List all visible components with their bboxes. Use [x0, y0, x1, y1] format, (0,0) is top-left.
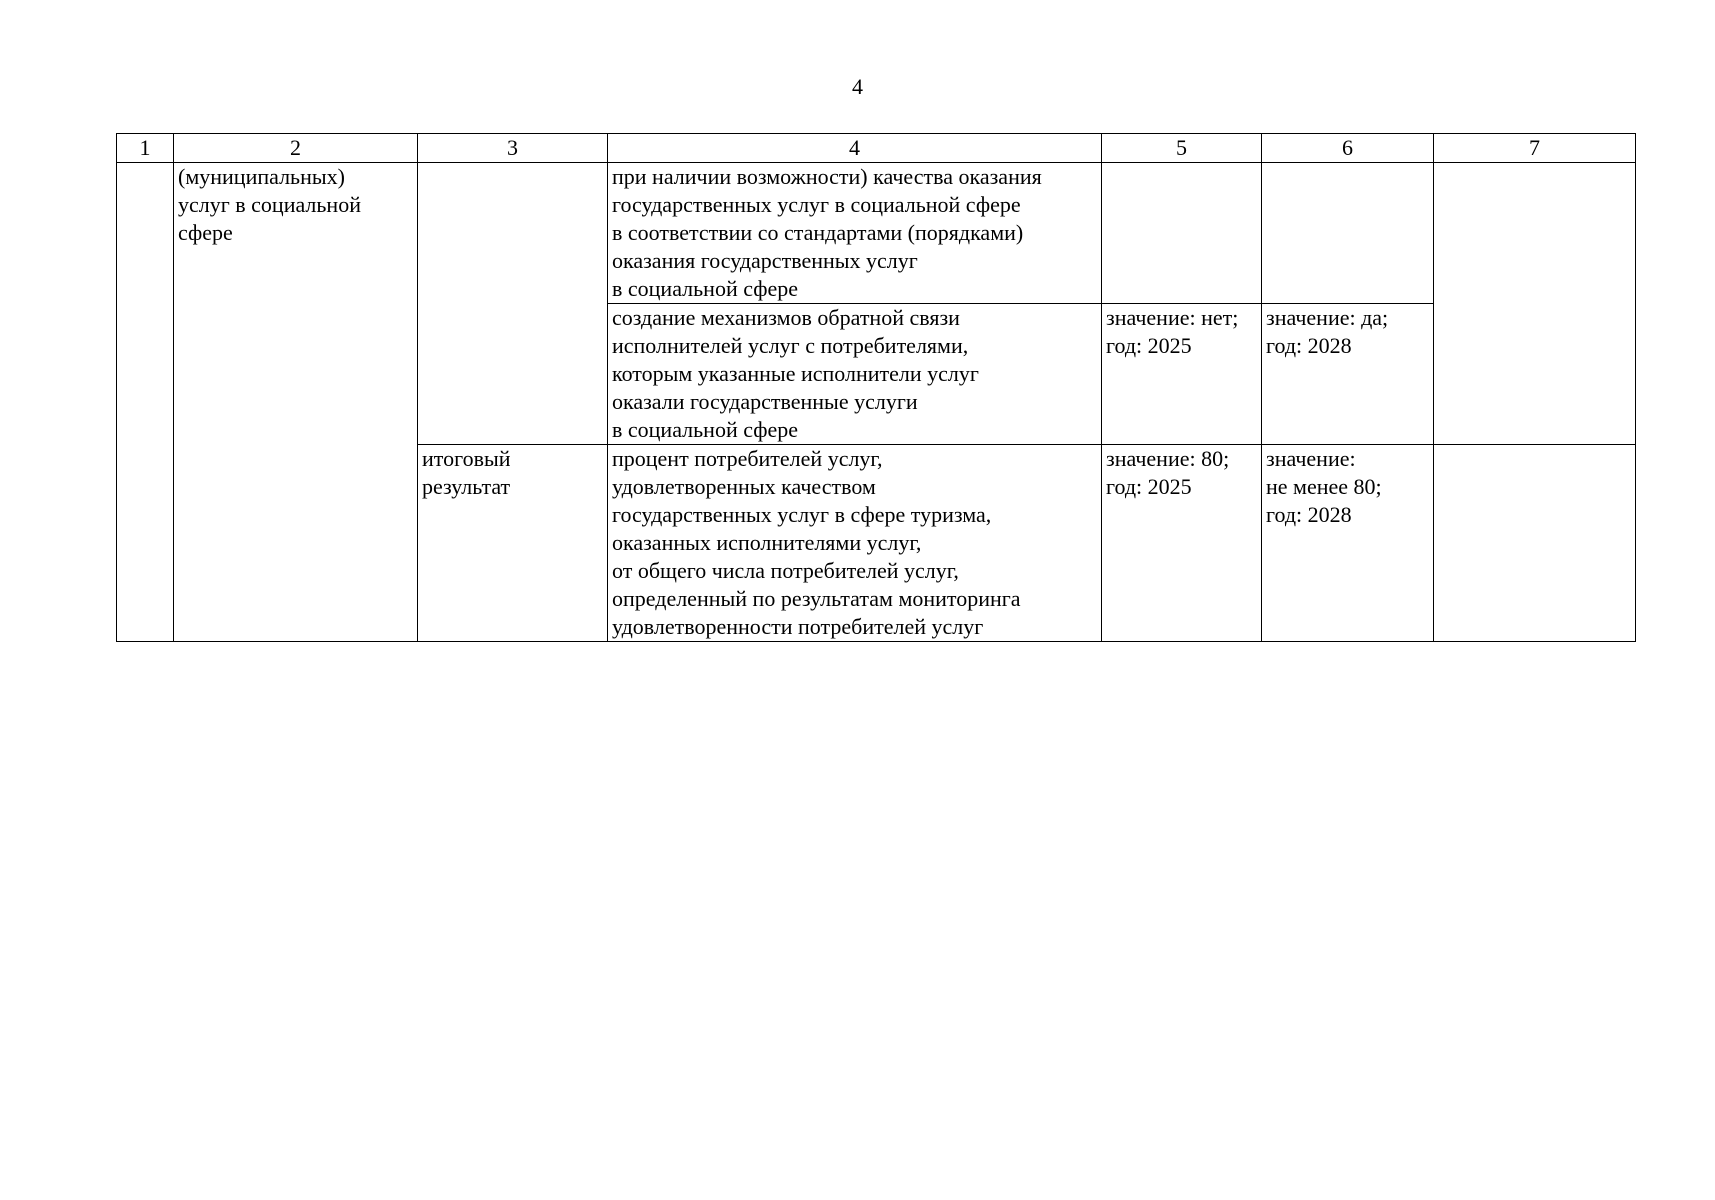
- row3-col4-text: процент потребителей услуг, удовлетворенных качеством государственных услуг в сфере туризма, оказанных исполнителями услуг, от общего числа потребителей услуг, определенный по результатам мониторинга удовлетворенности потребителей услуг: [612, 446, 1021, 639]
- col1-cell: [117, 163, 174, 642]
- column-header-7: 7: [1434, 134, 1636, 163]
- row3-col3-cell: [418, 445, 608, 642]
- col2-text: (муниципальных) услуг в социальной сфере: [178, 164, 361, 245]
- document-table: [116, 133, 1636, 642]
- row3-col3-text: итоговый результат: [422, 446, 511, 499]
- col2-cell: [174, 163, 418, 642]
- column-header-3: 3: [418, 134, 608, 163]
- row2-col5-cell: [1102, 304, 1262, 445]
- row1-col6-cell: [1262, 163, 1434, 304]
- row2-col6-cell: [1262, 304, 1434, 445]
- col7-cell: [1434, 163, 1636, 445]
- column-header-6: 6: [1262, 134, 1434, 163]
- column-header-5: 5: [1102, 134, 1262, 163]
- column-header-2: 2: [174, 134, 418, 163]
- row1-col5-cell: [1102, 163, 1262, 304]
- row1-col4-text: при наличии возможности) качества оказания государственных услуг в социальной сфере в соответствии со стандартами (порядками) оказания государственных услуг в социальной сфере: [612, 164, 1042, 301]
- row3-col4-cell: [608, 445, 1102, 642]
- row3-col6-text: значение: не менее 80; год: 2028: [1266, 446, 1382, 527]
- page-number: 4: [852, 74, 863, 99]
- row2-col5-text: значение: нет; год: 2025: [1106, 305, 1239, 358]
- col3-cell: [418, 163, 608, 445]
- col4-cell: [608, 163, 1102, 304]
- row2-col4-text: создание механизмов обратной связи исполнителей услуг с потребителями, которым указанные исполнители услуг оказали государственные услуги в социальной сфере: [612, 305, 979, 442]
- table-row: [117, 163, 1636, 304]
- row3-col5-cell: [1102, 445, 1262, 642]
- row2-col6-text: значение: да; год: 2028: [1266, 305, 1389, 358]
- row3-col7-cell: [1434, 445, 1636, 642]
- row3-col5-text: значение: 80; год: 2025: [1106, 446, 1230, 499]
- table-header-row: [117, 134, 1636, 163]
- column-header-4: 4: [608, 134, 1102, 163]
- column-header-1: 1: [117, 134, 174, 163]
- row3-col6-cell: [1262, 445, 1434, 642]
- col4-cell: [608, 304, 1102, 445]
